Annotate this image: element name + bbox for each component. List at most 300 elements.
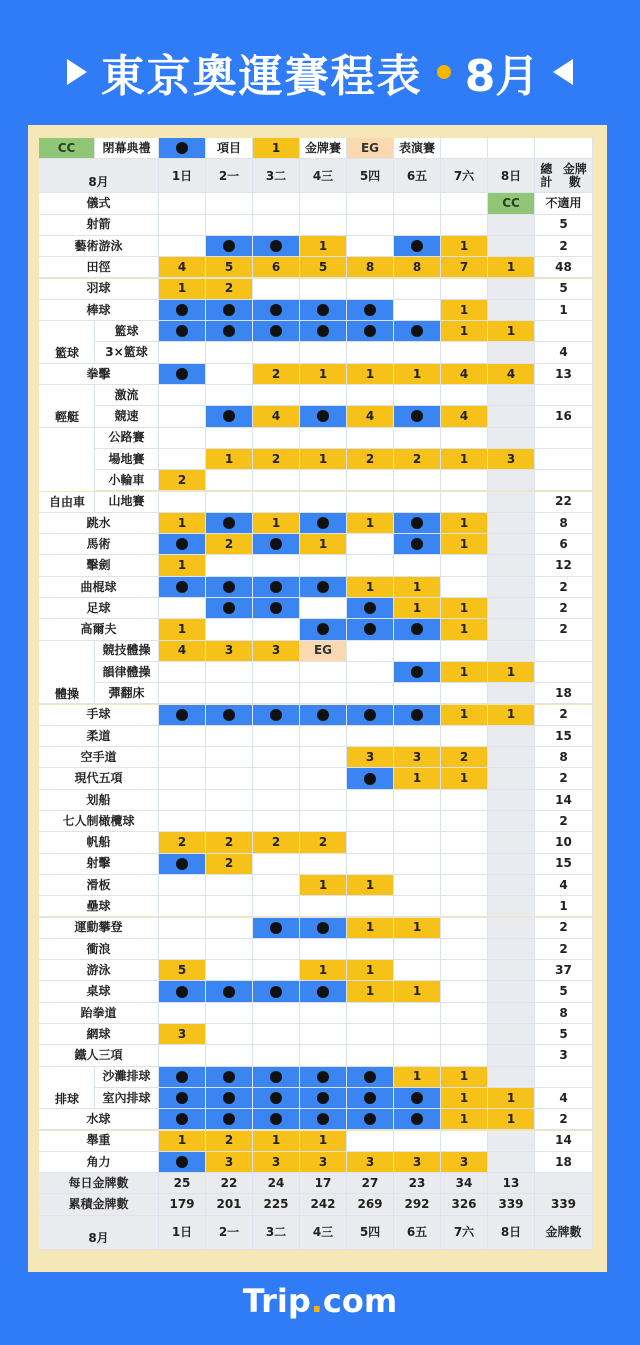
empty-cell	[206, 364, 253, 385]
gold-medal-cell: 1	[347, 577, 394, 598]
empty-cell	[347, 896, 394, 917]
event-cell	[394, 705, 441, 726]
event-cell	[300, 1109, 347, 1130]
empty-cell	[159, 896, 206, 917]
empty-cell	[159, 939, 206, 960]
table-row	[39, 492, 593, 513]
event-dot-icon	[223, 410, 235, 422]
total-medals: 48	[535, 257, 593, 278]
event-dot-icon	[317, 517, 329, 529]
schedule-panel	[28, 125, 607, 1272]
empty-cell	[159, 683, 206, 704]
event-dot-icon	[176, 1113, 188, 1125]
table-row	[39, 513, 593, 534]
empty-cell	[347, 939, 394, 960]
gold-medal-cell: 1	[347, 960, 394, 981]
header-day-number: 7	[453, 168, 463, 183]
sport-label: 田徑	[39, 257, 159, 278]
sport-label: 帆船	[39, 832, 159, 853]
sport-label: 運動攀登	[39, 918, 159, 939]
legend-cc-label: 閉幕典禮	[95, 138, 159, 159]
empty-cell	[488, 279, 535, 300]
sport-sub-label: 激流	[95, 385, 159, 406]
empty-cell	[488, 726, 535, 747]
empty-cell	[300, 555, 347, 576]
sport-group-cell	[39, 428, 95, 449]
empty-cell	[488, 598, 535, 619]
event-dot-icon	[223, 304, 235, 316]
event-dot-icon	[364, 773, 376, 785]
sport-label: 跳水	[39, 513, 159, 534]
empty-cell	[441, 811, 488, 832]
empty-cell	[159, 747, 206, 768]
sport-group-cell	[39, 470, 95, 491]
gold-medal-cell: 3	[441, 1152, 488, 1173]
sport-sub-label: 韻律體操	[95, 662, 159, 683]
gold-medal-cell: 1	[394, 598, 441, 619]
event-cell	[300, 513, 347, 534]
total-medals	[535, 641, 593, 662]
sport-label: 七人制橄欖球	[39, 811, 159, 832]
event-cell	[159, 1088, 206, 1109]
gold-medal-cell: 1	[159, 513, 206, 534]
event-dot-icon	[223, 325, 235, 337]
empty-cell	[394, 811, 441, 832]
event-cell	[206, 321, 253, 342]
total-medals: 2	[535, 939, 593, 960]
sport-label: 棒球	[39, 300, 159, 321]
event-cell	[253, 598, 300, 619]
gold-medal-cell: 2	[394, 449, 441, 470]
event-dot-icon	[411, 666, 423, 678]
empty-cell	[206, 683, 253, 704]
empty-cell	[488, 854, 535, 875]
total-medals: 1	[535, 300, 593, 321]
empty-cell	[159, 662, 206, 683]
gold-medal-cell: 4	[347, 406, 394, 427]
empty-cell	[394, 279, 441, 300]
table-row	[39, 598, 593, 619]
header-total-text: 金牌數	[545, 1224, 582, 1239]
gold-medal-cell: 7	[441, 257, 488, 278]
empty-cell	[347, 555, 394, 576]
table-row	[39, 641, 593, 662]
event-cell	[253, 1067, 300, 1088]
table-row	[39, 768, 593, 789]
header-weekday: 一	[227, 1224, 240, 1239]
gold-medal-cell: 8	[394, 257, 441, 278]
total-medals: 6	[535, 534, 593, 555]
event-cell	[394, 321, 441, 342]
gold-medal-cell: 1	[441, 1088, 488, 1109]
header-day-number: 3	[265, 168, 275, 183]
empty-cell	[300, 428, 347, 449]
empty-cell	[253, 854, 300, 875]
event-dot-icon	[411, 623, 423, 635]
gold-medal-cell: 1	[347, 364, 394, 385]
event-cell	[159, 1152, 206, 1173]
event-dot-icon	[270, 1092, 282, 1104]
legend-gold-swatch: 1	[253, 138, 300, 159]
sport-label: 擊劍	[39, 555, 159, 576]
table-row	[39, 683, 593, 704]
header-day-number: 6	[406, 1224, 416, 1239]
sport-group-cell	[39, 321, 95, 342]
sport-sub-label: 公路賽	[95, 428, 159, 449]
header-day-number: 5	[359, 1224, 369, 1239]
event-dot-icon	[176, 304, 188, 316]
empty-cell	[206, 1003, 253, 1024]
empty-cell	[347, 215, 394, 236]
total-medals	[535, 428, 593, 449]
empty-cell	[347, 1131, 394, 1152]
event-cell	[159, 534, 206, 555]
summary-row	[39, 1173, 593, 1194]
header-day	[300, 1216, 347, 1250]
empty-cell	[394, 1024, 441, 1045]
event-dot-icon	[176, 709, 188, 721]
table-row	[39, 364, 593, 385]
empty-cell	[253, 662, 300, 683]
table-row	[39, 1003, 593, 1024]
summary-value: 13	[488, 1173, 535, 1194]
table-row	[39, 875, 593, 896]
empty-cell	[394, 683, 441, 704]
gold-medal-cell: 2	[253, 449, 300, 470]
empty-cell	[488, 641, 535, 662]
empty-cell	[488, 981, 535, 1002]
empty-cell	[394, 555, 441, 576]
sport-group-cell	[39, 662, 95, 683]
header-weekday: 五	[415, 168, 428, 183]
empty-cell	[394, 215, 441, 236]
total-medals	[535, 321, 593, 342]
empty-cell	[488, 1045, 535, 1066]
table-row	[39, 257, 593, 278]
empty-cell	[300, 896, 347, 917]
empty-cell	[347, 1003, 394, 1024]
empty-cell	[253, 215, 300, 236]
gold-medal-cell: 5	[300, 257, 347, 278]
event-dot-icon	[317, 986, 329, 998]
event-dot-icon	[176, 538, 188, 550]
gold-medal-cell: 1	[488, 257, 535, 278]
event-dot-icon	[223, 1113, 235, 1125]
empty-cell	[441, 577, 488, 598]
empty-cell	[253, 492, 300, 513]
summary-value: 179	[159, 1194, 206, 1215]
header-weekday: 二	[274, 168, 287, 183]
event-dot-icon	[176, 1092, 188, 1104]
table-row	[39, 342, 593, 363]
legend-event-swatch	[159, 138, 206, 159]
table-row	[39, 854, 593, 875]
gold-medal-cell: 1	[441, 598, 488, 619]
gold-medal-cell: 1	[488, 1109, 535, 1130]
empty-cell	[347, 726, 394, 747]
table-row	[39, 1045, 593, 1066]
summary-value: 22	[206, 1173, 253, 1194]
gold-medal-cell: 1	[253, 1131, 300, 1152]
header-day	[347, 1216, 394, 1250]
empty-cell	[206, 747, 253, 768]
sport-group-cell	[39, 385, 95, 406]
header-day-number: 3	[265, 1224, 275, 1239]
header-day	[488, 159, 535, 193]
summary-value: 201	[206, 1194, 253, 1215]
empty-cell	[253, 619, 300, 640]
total-medals: 14	[535, 1131, 593, 1152]
gold-medal-cell: 1	[394, 918, 441, 939]
empty-cell	[394, 193, 441, 214]
empty-cell	[159, 598, 206, 619]
event-dot-icon	[364, 709, 376, 721]
gold-medal-cell: 1	[300, 875, 347, 896]
gold-medal-cell: 4	[488, 364, 535, 385]
empty-cell	[300, 342, 347, 363]
empty-cell	[159, 726, 206, 747]
empty-cell	[300, 854, 347, 875]
empty-cell	[488, 683, 535, 704]
legend-blank	[535, 138, 593, 159]
empty-cell	[159, 1003, 206, 1024]
page-title: 東京奧運賽程表	[100, 51, 423, 102]
gold-medal-cell: 1	[488, 662, 535, 683]
gold-medal-cell: 2	[441, 747, 488, 768]
empty-cell	[159, 193, 206, 214]
legend-cc: CC	[39, 138, 95, 159]
header-day	[206, 1216, 253, 1250]
header-day	[300, 159, 347, 193]
event-cell	[347, 321, 394, 342]
gold-medal-cell: 1	[300, 236, 347, 257]
event-cell	[394, 236, 441, 257]
empty-cell	[206, 385, 253, 406]
sport-label: 曲棍球	[39, 577, 159, 598]
total-medals: 14	[535, 790, 593, 811]
empty-cell	[206, 470, 253, 491]
gold-medal-cell: 3	[347, 1152, 394, 1173]
empty-cell	[441, 683, 488, 704]
empty-cell	[347, 854, 394, 875]
header-day-number: 8	[500, 1224, 510, 1239]
table-row	[39, 619, 593, 640]
empty-cell	[206, 492, 253, 513]
total-medals: 8	[535, 513, 593, 534]
event-cell	[300, 321, 347, 342]
event-dot-icon	[223, 986, 235, 998]
header-weekday: 四	[368, 168, 381, 183]
gold-medal-cell: 1	[253, 513, 300, 534]
sport-sub-label: 彈翻床	[95, 683, 159, 704]
total-medals: 37	[535, 960, 593, 981]
event-cell	[206, 1088, 253, 1109]
gold-medal-cell: 2	[300, 832, 347, 853]
table-row	[39, 896, 593, 917]
empty-cell	[253, 811, 300, 832]
header-weekday: 日	[509, 1224, 522, 1239]
header-day-number: 1	[171, 168, 181, 183]
sport-label: 舉重	[39, 1131, 159, 1152]
gold-medal-cell: 1	[441, 768, 488, 789]
gold-medal-cell: 3	[206, 641, 253, 662]
event-cell	[347, 768, 394, 789]
empty-cell	[488, 1003, 535, 1024]
summary-value: 242	[300, 1194, 347, 1215]
sport-label: 桌球	[39, 981, 159, 1002]
event-cell	[253, 236, 300, 257]
header-weekday: 六	[462, 1224, 475, 1239]
empty-cell	[488, 790, 535, 811]
table-row	[39, 279, 593, 300]
empty-cell	[394, 641, 441, 662]
empty-cell	[206, 215, 253, 236]
header-weekday: 三	[321, 168, 334, 183]
table-row	[39, 193, 593, 214]
sport-label: 射箭	[39, 215, 159, 236]
gold-medal-cell: 2	[159, 832, 206, 853]
legend-blank	[441, 138, 488, 159]
header-weekday: 五	[415, 1224, 428, 1239]
empty-cell	[441, 428, 488, 449]
event-cell	[347, 705, 394, 726]
empty-cell	[206, 811, 253, 832]
summary-value: 34	[441, 1173, 488, 1194]
sport-label: 鐵人三項	[39, 1045, 159, 1066]
event-dot-icon	[364, 1113, 376, 1125]
table-row	[39, 555, 593, 576]
empty-cell	[300, 1024, 347, 1045]
gold-medal-cell: 1	[394, 364, 441, 385]
event-cell	[394, 406, 441, 427]
total-medals: 12	[535, 555, 593, 576]
table-row	[39, 428, 593, 449]
empty-cell	[488, 385, 535, 406]
empty-cell	[441, 1045, 488, 1066]
table-row	[39, 960, 593, 981]
empty-cell	[347, 236, 394, 257]
empty-cell	[441, 854, 488, 875]
event-cell	[394, 1088, 441, 1109]
event-dot-icon	[317, 922, 329, 934]
gold-medal-cell: 3	[253, 641, 300, 662]
sport-label: 網球	[39, 1024, 159, 1045]
total-medals: 2	[535, 598, 593, 619]
empty-cell	[253, 939, 300, 960]
empty-cell	[206, 662, 253, 683]
empty-cell	[206, 1024, 253, 1045]
empty-cell	[441, 641, 488, 662]
play-right-icon	[67, 59, 87, 85]
gold-medal-cell: 2	[206, 534, 253, 555]
header-weekday: 日	[180, 1224, 193, 1239]
event-cell	[300, 619, 347, 640]
total-medals	[535, 385, 593, 406]
event-cell	[347, 1067, 394, 1088]
empty-cell	[253, 428, 300, 449]
empty-cell	[300, 279, 347, 300]
header-day	[488, 1216, 535, 1250]
sport-group-label: 籃球	[39, 342, 95, 363]
sport-label: 射擊	[39, 854, 159, 875]
total-medals: 4	[535, 342, 593, 363]
empty-cell	[206, 193, 253, 214]
event-cell	[159, 321, 206, 342]
summary-label: 每日金牌數	[39, 1173, 159, 1194]
empty-cell	[394, 300, 441, 321]
empty-cell	[394, 854, 441, 875]
empty-cell	[253, 960, 300, 981]
gold-medal-cell: 2	[253, 832, 300, 853]
empty-cell	[206, 960, 253, 981]
event-dot-icon	[411, 240, 423, 252]
sport-sub-label: 競技體操	[95, 641, 159, 662]
event-cell	[300, 577, 347, 598]
header-day-number: 5	[359, 168, 369, 183]
gold-medal-cell: 3	[206, 1152, 253, 1173]
sport-label: 羽球	[39, 279, 159, 300]
event-cell	[206, 236, 253, 257]
summary-value: 292	[394, 1194, 441, 1215]
empty-cell	[488, 747, 535, 768]
event-dot-icon	[270, 1113, 282, 1125]
empty-cell	[347, 193, 394, 214]
event-cell	[159, 1109, 206, 1130]
table-row	[39, 1109, 593, 1130]
table-row	[39, 236, 593, 257]
total-medals: 22	[535, 492, 593, 513]
empty-cell	[253, 747, 300, 768]
empty-cell	[488, 960, 535, 981]
gold-medal-cell: 1	[394, 981, 441, 1002]
empty-cell	[253, 790, 300, 811]
event-dot-icon	[411, 1113, 423, 1125]
header-day-number: 6	[406, 168, 416, 183]
gold-medal-cell: 3	[394, 1152, 441, 1173]
empty-cell	[253, 342, 300, 363]
gold-medal-cell: 1	[159, 555, 206, 576]
empty-cell	[300, 385, 347, 406]
total-medals: 1	[535, 896, 593, 917]
table-row	[39, 726, 593, 747]
gold-medal-cell: 1	[441, 662, 488, 683]
gold-medal-cell: 3	[300, 1152, 347, 1173]
empty-cell	[159, 875, 206, 896]
header-day-number: 4	[312, 168, 322, 183]
event-dot-icon	[270, 709, 282, 721]
sport-label: 高爾夫	[39, 619, 159, 640]
empty-cell	[159, 918, 206, 939]
empty-cell	[441, 726, 488, 747]
event-dot-icon	[411, 709, 423, 721]
event-cell	[300, 406, 347, 427]
empty-cell	[441, 492, 488, 513]
header-month: 8月	[39, 1216, 159, 1250]
header-weekday: 日	[180, 168, 193, 183]
sport-sub-label: 競速	[95, 406, 159, 427]
empty-cell	[300, 1045, 347, 1066]
gold-medal-cell: 1	[488, 1088, 535, 1109]
empty-cell	[253, 896, 300, 917]
summary-value: 17	[300, 1173, 347, 1194]
empty-cell	[441, 981, 488, 1002]
gold-medal-cell: 3	[253, 1152, 300, 1173]
gold-medal-cell: 4	[159, 257, 206, 278]
empty-cell	[488, 768, 535, 789]
event-dot-icon	[223, 240, 235, 252]
summary-total	[535, 1173, 593, 1194]
empty-cell	[488, 811, 535, 832]
